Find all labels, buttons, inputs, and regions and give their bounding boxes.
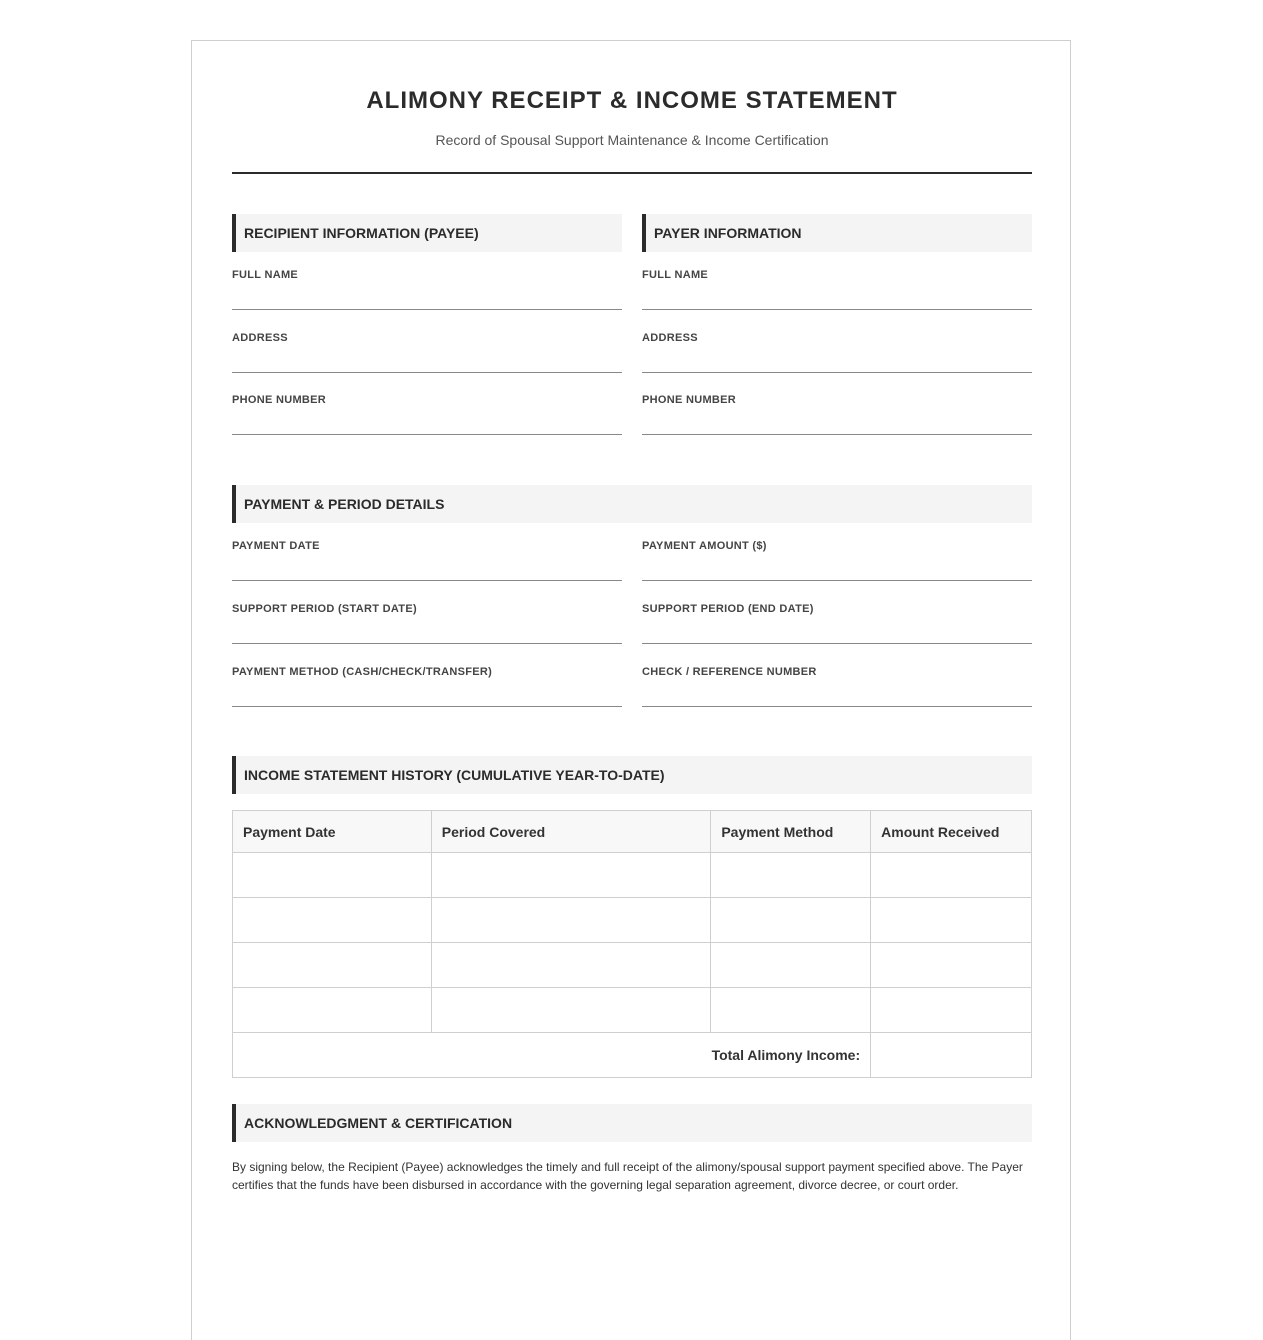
table-cell[interactable] [431,943,711,988]
payment-method-label: PAYMENT METHOD (CASH/CHECK/TRANSFER) [232,666,493,678]
recipient-full-name-field[interactable] [232,269,622,317]
recipient-phone-line[interactable] [232,434,622,435]
reference-number-label: CHECK / REFERENCE NUMBER [642,666,817,678]
recipient-address-line[interactable] [232,372,622,373]
table-cell[interactable] [233,943,432,988]
table-cell[interactable] [431,898,711,943]
payer-phone-field[interactable] [642,394,1032,442]
table-row [233,898,1032,943]
support-start-label: SUPPORT PERIOD (START DATE) [232,603,417,615]
payer-phone-line[interactable] [642,434,1032,435]
payment-amount-label: PAYMENT AMOUNT ($) [642,540,767,552]
total-alimony-income-label: Total Alimony Income: [233,1033,871,1078]
reference-number-field[interactable] [642,666,1032,714]
recipient-phone-label: PHONE NUMBER [232,394,327,406]
table-cell[interactable] [711,988,871,1033]
table-cell[interactable] [711,853,871,898]
payer-full-name-field[interactable] [642,269,1032,317]
payment-date-line[interactable] [232,580,622,581]
payer-address-label: ADDRESS [642,332,698,344]
table-cell[interactable] [233,898,432,943]
document-title: ALIMONY RECEIPT & INCOME STATEMENT [366,87,898,114]
support-end-label: SUPPORT PERIOD (END DATE) [642,603,814,615]
column-header-payment-method: Payment Method [711,811,871,853]
acknowledgment-section-heading: ACKNOWLEDGMENT & CERTIFICATION [232,1104,1032,1142]
support-end-line[interactable] [642,643,1032,644]
recipient-section-heading: RECIPIENT INFORMATION (PAYEE) [232,214,622,252]
payment-method-field[interactable] [232,666,622,714]
table-cell[interactable] [871,898,1032,943]
title-divider [232,172,1032,174]
payer-full-name-label: FULL NAME [642,269,709,281]
document-subtitle: Record of Spousal Support Maintenance & Income Certification [435,132,829,148]
support-end-field[interactable] [642,603,1032,651]
recipient-phone-field[interactable] [232,394,622,442]
recipient-full-name-line[interactable] [232,309,622,310]
payer-phone-label: PHONE NUMBER [642,394,737,406]
table-cell[interactable] [871,853,1032,898]
support-start-line[interactable] [232,643,622,644]
table-row [233,988,1032,1033]
payment-method-line[interactable] [232,706,622,707]
payment-amount-field[interactable] [642,540,1032,588]
payment-amount-line[interactable] [642,580,1032,581]
column-header-amount-received: Amount Received [871,811,1032,853]
income-history-table [232,810,1032,1078]
reference-number-line[interactable] [642,706,1032,707]
payer-address-field[interactable] [642,332,1032,380]
support-start-field[interactable] [232,603,622,651]
payment-date-field[interactable] [232,540,622,588]
table-cell[interactable] [431,988,711,1033]
payment-date-label: PAYMENT DATE [232,540,320,552]
table-header-row [233,811,1032,853]
payer-section-heading: PAYER INFORMATION [642,214,1032,252]
document-page [191,40,1071,1340]
recipient-full-name-label: FULL NAME [232,269,299,281]
recipient-address-label: ADDRESS [232,332,288,344]
table-cell[interactable] [431,853,711,898]
table-row [233,853,1032,898]
table-cell[interactable] [233,853,432,898]
table-cell[interactable] [871,988,1032,1033]
table-row [233,943,1032,988]
payment-section-heading: PAYMENT & PERIOD DETAILS [232,485,1032,523]
table-cell[interactable] [233,988,432,1033]
table-cell[interactable] [711,898,871,943]
total-row [233,1033,1032,1078]
table-cell[interactable] [871,943,1032,988]
recipient-address-field[interactable] [232,332,622,380]
payer-address-line[interactable] [642,372,1032,373]
payer-full-name-line[interactable] [642,309,1032,310]
acknowledgment-text: By signing below, the Recipient (Payee) acknowledges the timely and full receipt of the alimony/spousal support payment specified above. The Payer certifies that the funds have been disbursed in accordance with the governing legal separation agreement, divorce decree, or court order. [232,1160,1023,1192]
column-header-payment-date: Payment Date [233,811,432,853]
column-header-period-covered: Period Covered [431,811,711,853]
table-cell[interactable] [711,943,871,988]
history-section-heading: INCOME STATEMENT HISTORY (CUMULATIVE YEAR-TO-DATE) [232,756,1032,794]
total-alimony-income-cell[interactable] [871,1033,1032,1078]
